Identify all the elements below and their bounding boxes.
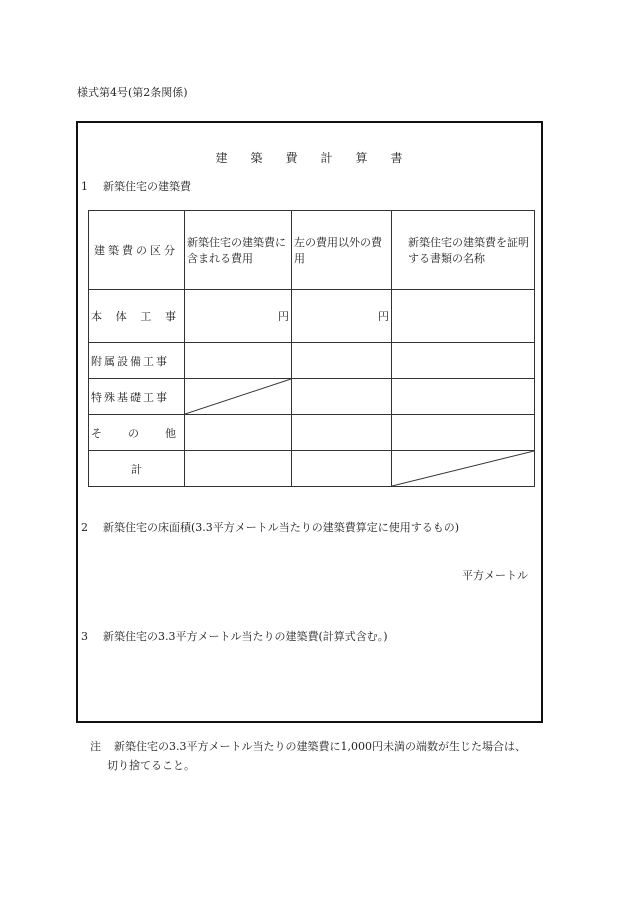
cost-table: [88, 210, 535, 487]
label-char: 事: [164, 310, 176, 323]
form-frame: [76, 121, 543, 723]
section-title: 新築住宅の3.3平方メートル当たりの建築費(計算式含む。): [103, 630, 388, 643]
struck-cell: [392, 451, 535, 487]
table-row-foundation: [89, 379, 535, 415]
section-3-heading: [81, 628, 388, 644]
document-name-cell[interactable]: [392, 343, 535, 379]
excluded-total-cell[interactable]: [292, 451, 392, 487]
diagonal-strike: [185, 379, 291, 414]
title-char: 算: [355, 151, 369, 165]
diagonal-strike: [392, 451, 534, 486]
note-line-1: 新築住宅の3.3平方メートル当たりの建築費に1,000円未満の端数が生じた場合は、: [114, 740, 526, 753]
note-line-2: 切り捨てること。: [107, 759, 195, 772]
excluded-cost-cell[interactable]: [292, 379, 392, 415]
excluded-cost-cell[interactable]: [292, 343, 392, 379]
header-document-name: 新築住宅の建築費を証明する書類の名称: [392, 211, 535, 290]
label-char: 体: [115, 310, 127, 323]
included-cost-cell[interactable]: [185, 415, 292, 451]
section-number: 1: [81, 180, 88, 193]
document-title: [78, 149, 541, 166]
form-number: 様式第4号(第2条関係): [77, 86, 188, 99]
table-row-total: [89, 451, 535, 487]
title-char: 書: [390, 151, 404, 165]
struck-cell: [185, 379, 292, 415]
label-char: そ: [91, 426, 102, 440]
title-char: 費: [285, 151, 299, 165]
section-2-heading: [81, 519, 459, 535]
section-1-heading: [81, 178, 191, 194]
title-char: 計: [320, 151, 334, 165]
excluded-cost-cell[interactable]: [292, 415, 392, 451]
row-label: 特殊基礎工事: [89, 379, 185, 415]
section-title: 新築住宅の床面積(3.3平方メートル当たりの建築費算定に使用するもの): [103, 521, 460, 534]
header-category: 建築費の区分: [89, 211, 185, 290]
excluded-cost-cell[interactable]: 円: [292, 290, 392, 343]
label-char: 工: [140, 310, 152, 323]
document-name-cell[interactable]: [392, 415, 535, 451]
included-cost-cell[interactable]: 円: [185, 290, 292, 343]
row-label: 附属設備工事: [89, 343, 185, 379]
label-char: の: [128, 426, 139, 440]
footnote: [90, 737, 526, 775]
document-name-cell[interactable]: [392, 379, 535, 415]
document-name-cell[interactable]: [392, 290, 535, 343]
title-char: 築: [250, 151, 264, 165]
section-title: 新築住宅の建築費: [103, 180, 191, 193]
title-char: 建: [215, 151, 229, 165]
table-row-other: [89, 415, 535, 451]
row-label: 計: [89, 451, 185, 487]
floor-area-unit: 平方メートル: [462, 569, 528, 582]
table-row-main-work: [89, 290, 535, 343]
header-excluded-costs: 左の費用以外の費用: [292, 211, 392, 290]
section-number: 2: [81, 521, 88, 534]
included-total-cell[interactable]: [185, 451, 292, 487]
label-char: 本: [91, 310, 102, 323]
included-cost-cell[interactable]: [185, 343, 292, 379]
label-char: 他: [165, 426, 176, 440]
note-mark: 注: [90, 740, 101, 753]
section-number: 3: [81, 630, 88, 643]
table-row-equipment: [89, 343, 535, 379]
row-label: [89, 290, 185, 343]
header-included-costs: 新築住宅の建築費に含まれる費用: [185, 211, 292, 290]
row-label: [89, 415, 185, 451]
